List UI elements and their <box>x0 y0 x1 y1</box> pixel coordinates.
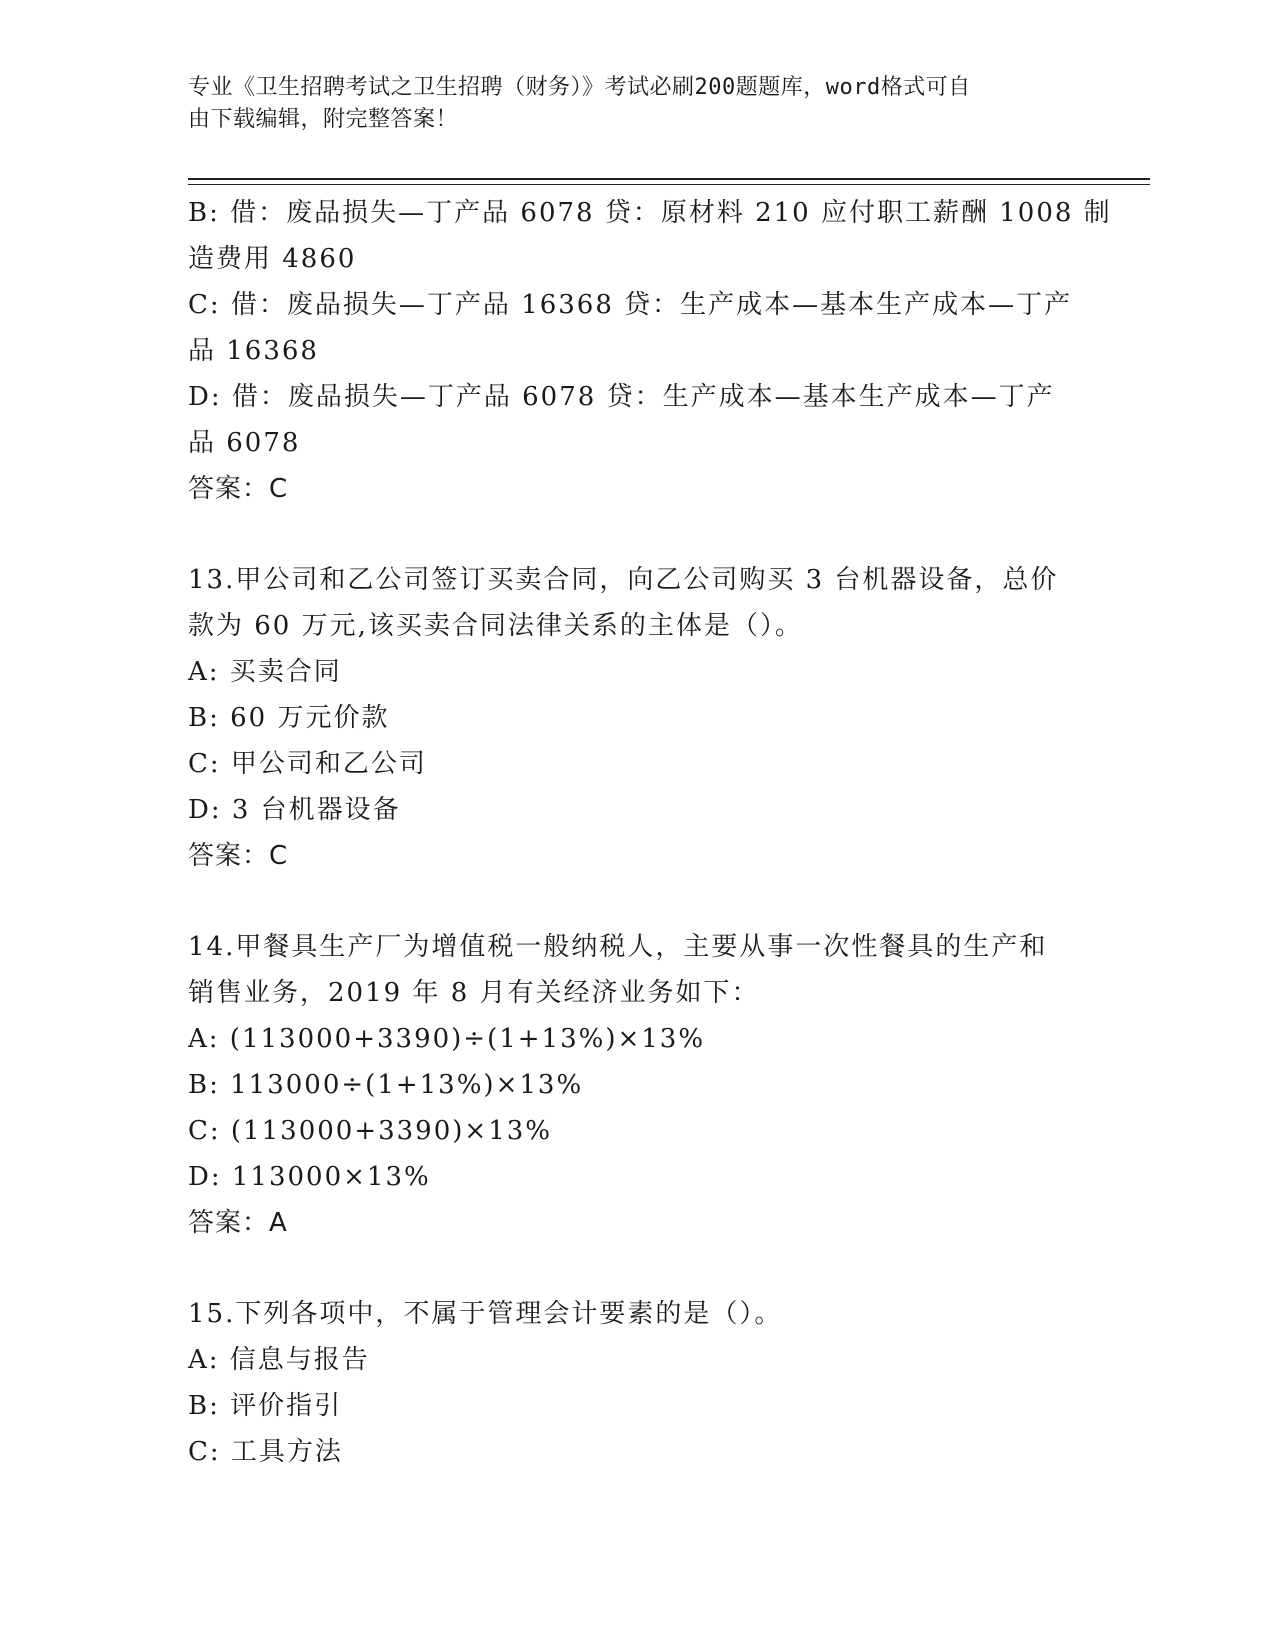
option-d-line-2: 品 6078 <box>188 428 301 458</box>
question-spacer <box>188 1246 1078 1291</box>
question-stem-line-2: 销售业务，2019 年 8 月有关经济业务如下： <box>188 978 760 1008</box>
answer-line: 答案：C <box>188 474 289 504</box>
question-15 <box>188 1291 1078 1475</box>
option-b: B: 评价指引 <box>188 1391 343 1421</box>
question-list <box>188 190 1112 1475</box>
option-d-line-1: D: 借：废品损失—丁产品 6078 贷：生产成本—基本生产成本—丁产 <box>188 382 1055 412</box>
option-c-line-2: 品 16368 <box>188 336 319 366</box>
question-14 <box>188 924 1078 1246</box>
option-c: C: 工具方法 <box>188 1437 343 1467</box>
page-header <box>188 72 1068 136</box>
question-13 <box>188 557 1078 879</box>
option-a: A: 买卖合同 <box>188 657 342 687</box>
option-b: B: 113000÷(1+13%)×13% <box>188 1070 584 1100</box>
answer-line: 答案：A <box>188 1208 288 1238</box>
option-b-line-1: B: 借：废品损失—丁产品 6078 贷：原材料 210 应付职工薪酬 1008 制 <box>188 198 1112 228</box>
option-d: D: 3 台机器设备 <box>188 795 401 825</box>
option-b: B: 60 万元价款 <box>188 703 390 733</box>
question-12 <box>188 190 1112 512</box>
question-spacer <box>188 879 1078 924</box>
option-c: C: (113000+3390)×13% <box>188 1116 552 1146</box>
option-a: A: (113000+3390)÷(1+13%)×13% <box>188 1024 706 1054</box>
option-a: A: 信息与报告 <box>188 1345 370 1375</box>
header-divider-thin <box>188 184 1150 185</box>
header-line-2: 由下载编辑，附完整答案！ <box>188 107 459 132</box>
header-line-1: 专业《卫生招聘考试之卫生招聘（财务）》考试必刷200题题库，word格式可自 <box>188 75 971 100</box>
question-spacer <box>188 512 1078 557</box>
question-stem-line-1: 14.甲餐具生产厂为增值税一般纳税人，主要从事一次性餐具的生产和 <box>188 932 1048 962</box>
option-b-line-2: 造费用 4860 <box>188 244 357 274</box>
option-c: C: 甲公司和乙公司 <box>188 749 427 779</box>
option-c-line-1: C: 借：废品损失—丁产品 16368 贷：生产成本—基本生产成本—丁产 <box>188 290 1073 320</box>
question-stem-line-2: 款为 60 万元,该买卖合同法律关系的主体是（）。 <box>188 611 803 641</box>
option-d: D: 113000×13% <box>188 1162 431 1192</box>
answer-line: 答案：C <box>188 841 289 871</box>
question-stem-line-1: 13.甲公司和乙公司签订买卖合同，向乙公司购买 3 台机器设备，总价 <box>188 565 1059 595</box>
question-stem-line-1: 15.下列各项中，不属于管理会计要素的是（）。 <box>188 1299 783 1329</box>
header-divider-thick <box>188 178 1150 180</box>
